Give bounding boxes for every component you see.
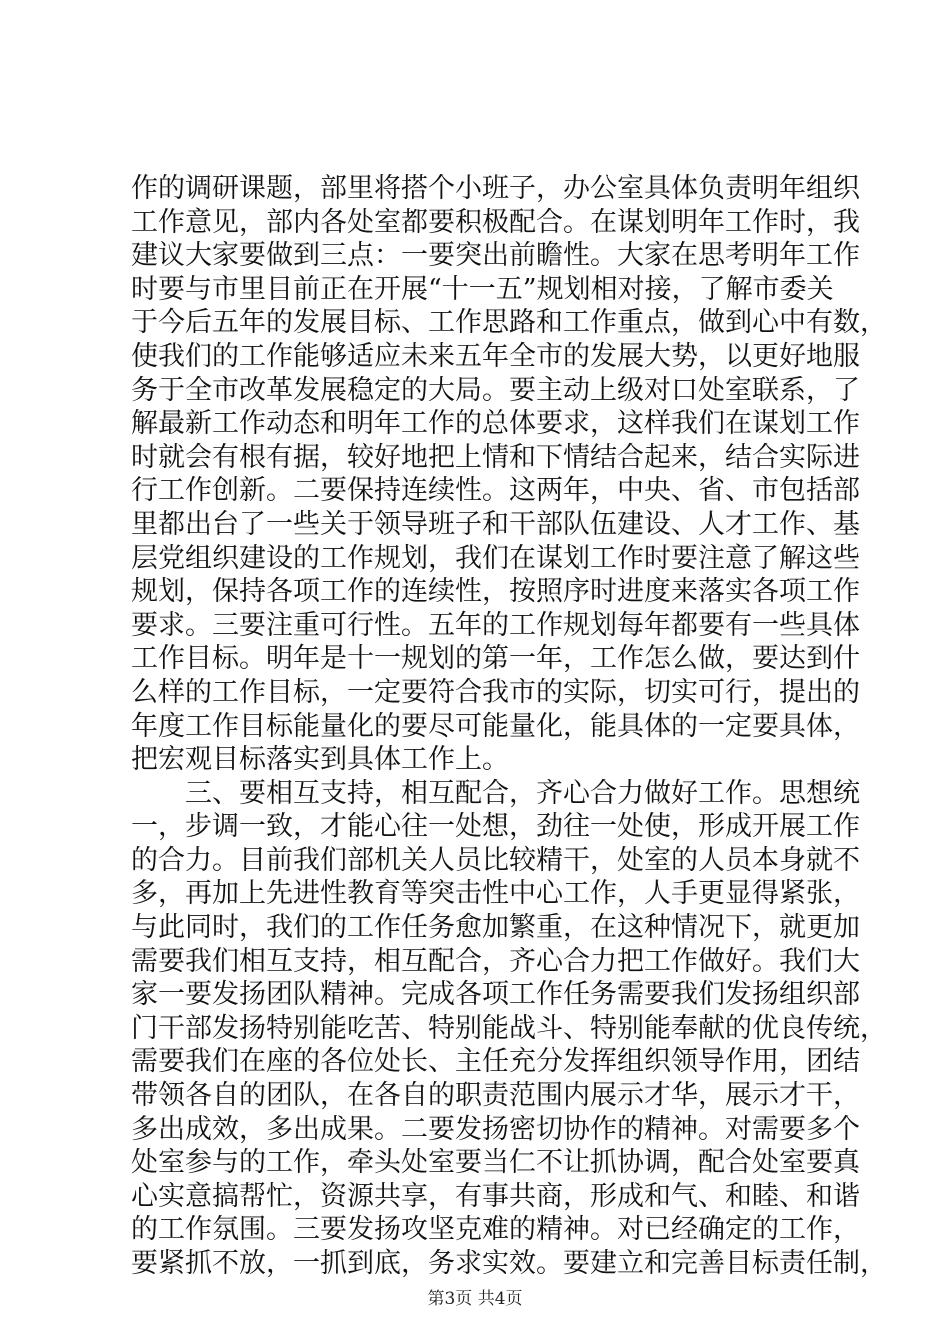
text-line: 处室参与的工作，牵头处室要当仁不让抓协调，配合处室要真 <box>131 1147 860 1179</box>
text-line: 么样的工作目标，一定要符合我市的实际，切实可行，提出的 <box>131 676 860 708</box>
text-line: 层党组织建设的工作规划，我们在谋划工作时要注意了解这些 <box>131 542 860 574</box>
text-line: 使我们的工作能够适应未来五年全市的发展大势，以更好地服 <box>131 340 860 372</box>
text-line: 需要我们相互支持，相互配合，齐心合力把工作做好。我们大 <box>131 945 860 977</box>
text-line: 解最新工作动态和明年工作的总体要求，这样我们在谋划工作 <box>131 408 860 440</box>
text-line: 要求。三要注重可行性。五年的工作规划每年都要有一些具体 <box>131 609 860 641</box>
text-line: 需要我们在座的各位处长、主任充分发挥组织领导作用，团结 <box>131 1046 860 1078</box>
text-line: 年度工作目标能量化的要尽可能量化，能具体的一定要具体， <box>131 710 860 742</box>
text-line: 行工作创新。二要保持连续性。这两年，中央、省、市包括部 <box>131 475 860 507</box>
text-line: 一，步调一致，才能心往一处想，劲往一处使，形成开展工作 <box>131 811 860 843</box>
text-line: 工作意见，部内各处室都要积极配合。在谋划明年工作时，我 <box>131 206 860 238</box>
text-line: 于今后五年的发展目标、工作思路和工作重点，做到心中有数， <box>131 307 887 339</box>
text-line: 建议大家要做到三点：一要突出前瞻性。大家在思考明年工作 <box>131 240 860 272</box>
text-line: 的工作氛围。三要发扬攻坚克难的精神。对已经确定的工作， <box>131 1214 860 1246</box>
text-line: 心实意搞帮忙，资源共享，有事共商，形成和气、和睦、和谐 <box>131 1180 860 1212</box>
paragraph-start-line: 三、要相互支持，相互配合，齐心合力做好工作。思想统 <box>185 777 860 809</box>
page-number-footer: 第3页 共4页 <box>427 1289 523 1309</box>
text-line: 务于全市改革发展稳定的大局。要主动上级对口处室联系，了 <box>131 374 860 406</box>
text-line: 时要与市里目前正在开展“十一五”规划相对接，了解市委关 <box>131 273 834 305</box>
text-line: 家一要发扬团队精神。完成各项工作任务需要我们发扬组织部 <box>131 979 860 1011</box>
text-line: 多，再加上先进性教育等突击性中心工作，人手更显得紧张， <box>131 878 860 910</box>
body-text <box>131 172 887 1281</box>
text-line: 的合力。目前我们部机关人员比较精干，处室的人员本身就不 <box>131 844 860 876</box>
text-line: 作的调研课题，部里将搭个小班子，办公室具体负责明年组织 <box>131 173 860 204</box>
text-line: 门干部发扬特别能吃苦、特别能战斗、特别能奉献的优良传统， <box>131 1012 887 1044</box>
text-line: 把宏观目标落实到具体工作上。 <box>131 744 509 776</box>
text-line: 多出成效，多出成果。二要发扬密切协作的精神。对需要多个 <box>131 1113 860 1145</box>
text-line: 规划，保持各项工作的连续性，按照序时进度来落实各项工作 <box>131 576 860 608</box>
text-line: 工作目标。明年是十一规划的第一年，工作怎么做，要达到什 <box>131 643 860 675</box>
text-line: 与此同时，我们的工作任务愈加繁重，在这种情况下，就更加 <box>131 912 860 944</box>
text-line: 时就会有根有据，较好地把上情和下情结合起来，结合实际进 <box>131 441 860 473</box>
text-line: 要紧抓不放，一抓到底，务求实效。要建立和完善目标责任制， <box>131 1248 887 1279</box>
text-line: 里都出台了一些关于领导班子和干部队伍建设、人才工作、基 <box>131 508 860 540</box>
text-line: 带领各自的团队，在各自的职责范围内展示才华，展示才干， <box>131 1080 860 1112</box>
